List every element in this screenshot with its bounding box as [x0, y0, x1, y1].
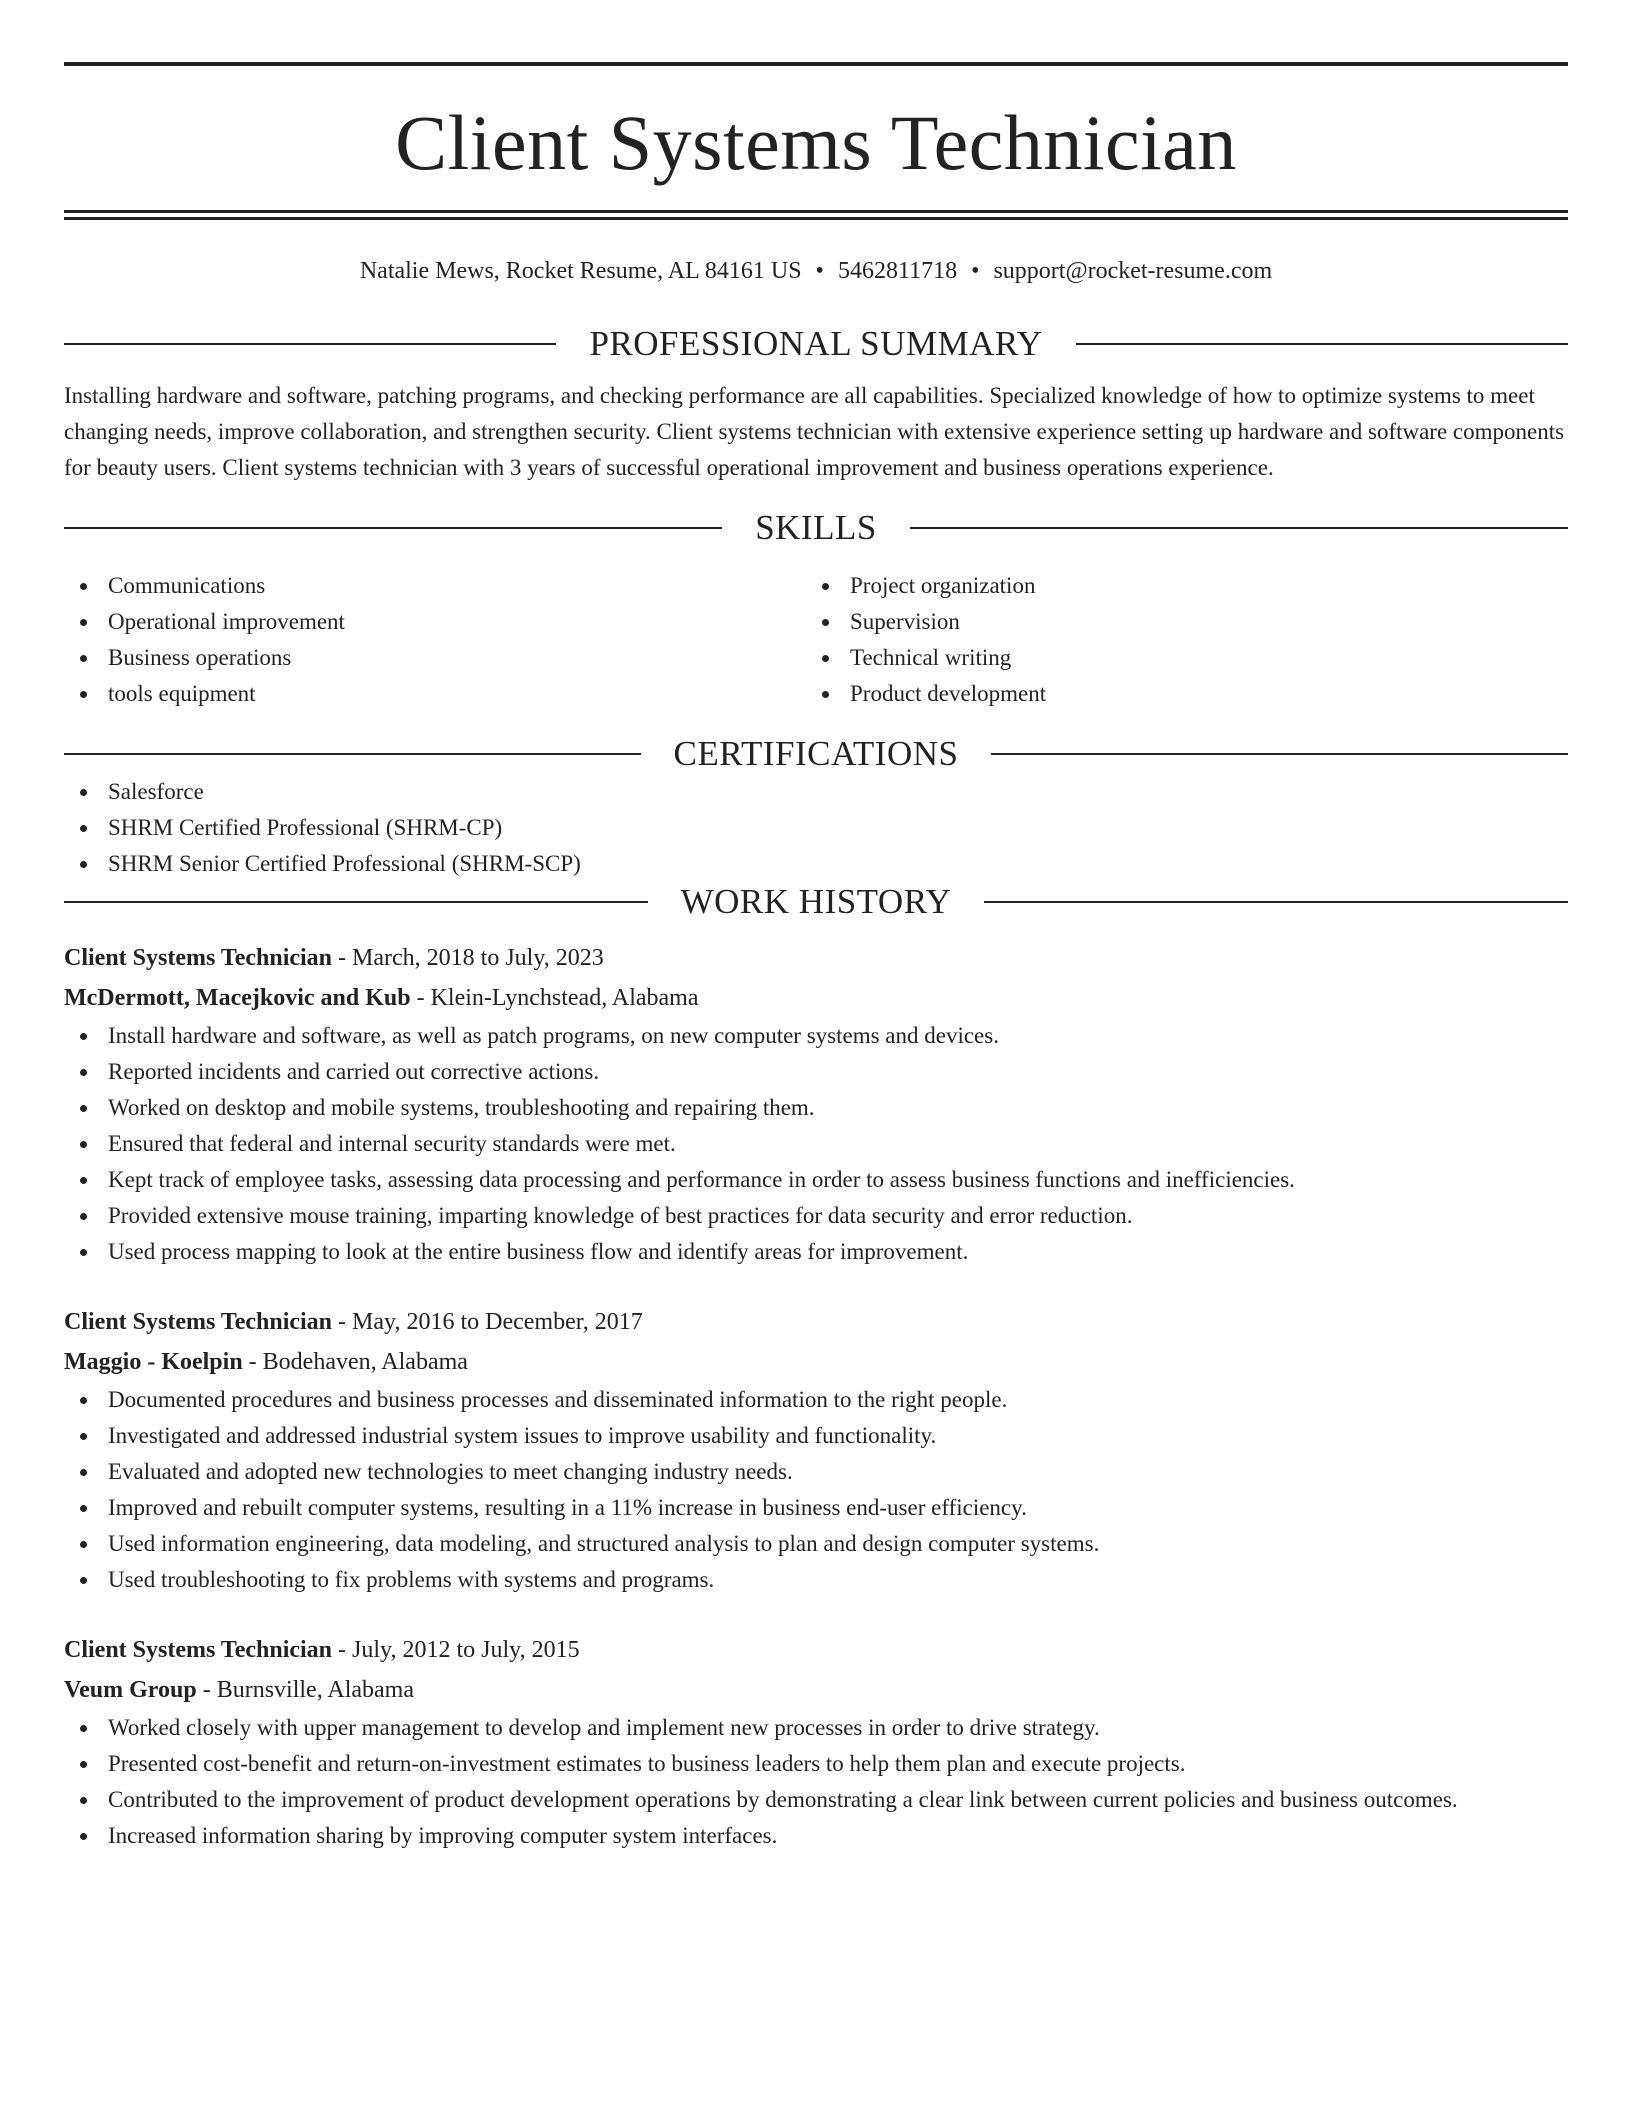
job-duty: Increased information sharing by improving computer system interfaces. — [64, 1818, 1568, 1854]
job-location: - Burnsville, Alabama — [196, 1677, 414, 1703]
job-location: - Klein-Lynchstead, Alabama — [410, 985, 699, 1011]
certification-item: SHRM Senior Certified Professional (SHRM-SCP) — [64, 846, 1568, 882]
job-duty: Used information engineering, data modeling, and structured analysis to plan and design computer systems. — [64, 1526, 1568, 1562]
job-dates: - July, 2012 to July, 2015 — [332, 1637, 580, 1663]
contact-location: Natalie Mews, Rocket Resume, AL 84161 US — [359, 258, 802, 284]
skill-item: Operational improvement — [64, 604, 806, 640]
job-title: Client Systems Technician — [64, 1637, 333, 1663]
skill-item: tools equipment — [64, 676, 806, 712]
job-duty: Presented cost-benefit and return-on-investment estimates to business leaders to help them plan and execute projects. — [64, 1746, 1568, 1782]
work-history-heading — [64, 882, 1568, 922]
heading-rule-right — [1076, 343, 1568, 345]
summary-text: Installing hardware and software, patching programs, and checking performance are all capabilities. Specialized knowledge of how to optimize systems to meet changing needs, improve collaboration, and strengthen security. Client systems technician with extensive experience setting up hardware and software components for beauty users. Client systems technician with 3 years of successful operational improvement and business operations experience. — [64, 383, 1565, 480]
contact-phone: 5462811718 — [837, 258, 958, 284]
job-company: Veum Group — [64, 1677, 197, 1703]
job-duty: Install hardware and software, as well as patch programs, on new computer systems and devices. — [64, 1018, 1568, 1054]
job-entry — [64, 938, 1568, 1270]
resume-title: Client Systems Technician — [395, 99, 1237, 186]
heading-rule-right — [984, 901, 1568, 903]
heading-rule-left — [64, 753, 641, 755]
job-company-line — [64, 1670, 1568, 1710]
skill-item: Supervision — [806, 604, 1568, 640]
work-history-list — [64, 938, 1568, 1854]
skills-column-right — [806, 568, 1568, 712]
skill-item: Product development — [806, 676, 1568, 712]
skills-column-left — [64, 568, 806, 712]
contact-separator: • — [971, 258, 980, 284]
job-duty: Reported incidents and carried out corrective actions. — [64, 1054, 1568, 1090]
job-duty: Ensured that federal and internal security standards were met. — [64, 1126, 1568, 1162]
job-title: Client Systems Technician — [64, 1309, 333, 1335]
job-title-line — [64, 938, 1568, 978]
job-duty: Improved and rebuilt computer systems, resulting in a 11% increase in business end-user efficiency. — [64, 1490, 1568, 1526]
job-title-line — [64, 1630, 1568, 1670]
job-duty: Kept track of employee tasks, assessing data processing and performance in order to assess business functions and inefficiencies. — [64, 1162, 1568, 1198]
job-company: McDermott, Macejkovic and Kub — [64, 985, 411, 1011]
certifications-heading — [64, 734, 1568, 774]
job-duty: Investigated and addressed industrial system issues to improve usability and functionality. — [64, 1418, 1568, 1454]
job-duty: Contributed to the improvement of product development operations by demonstrating a clear link between current policies and business outcomes. — [64, 1782, 1568, 1818]
job-duty: Evaluated and adopted new technologies to meet changing industry needs. — [64, 1454, 1568, 1490]
job-company-line — [64, 1342, 1568, 1382]
section-title: PROFESSIONAL SUMMARY — [589, 324, 1043, 363]
job-duty: Used troubleshooting to fix problems with systems and programs. — [64, 1562, 1568, 1598]
job-company: Maggio - Koelpin — [64, 1349, 243, 1375]
contact-separator: • — [815, 258, 824, 284]
job-location: - Bodehaven, Alabama — [242, 1349, 468, 1375]
contact-email: support@rocket-resume.com — [993, 258, 1273, 284]
skills-list — [64, 568, 1568, 712]
skill-item: Business operations — [64, 640, 806, 676]
skills-heading — [64, 508, 1568, 548]
job-duties — [64, 1018, 1568, 1270]
section-title: CERTIFICATIONS — [673, 734, 959, 773]
skill-item: Communications — [64, 568, 806, 604]
job-duty: Used process mapping to look at the entire business flow and identify areas for improvement. — [64, 1234, 1568, 1270]
summary-heading — [64, 324, 1568, 364]
heading-rule-right — [991, 753, 1568, 755]
job-duty: Worked closely with upper management to develop and implement new processes in order to drive strategy. — [64, 1710, 1568, 1746]
certifications-list — [64, 774, 1568, 882]
top-rule — [64, 62, 1568, 66]
job-dates: - May, 2016 to December, 2017 — [332, 1309, 643, 1335]
skill-item: Project organization — [806, 568, 1568, 604]
heading-rule-left — [64, 343, 556, 345]
job-dates: - March, 2018 to July, 2023 — [332, 945, 604, 971]
heading-rule-left — [64, 527, 722, 529]
job-entry — [64, 1630, 1568, 1854]
heading-rule-right — [910, 527, 1568, 529]
job-duty: Worked on desktop and mobile systems, troubleshooting and repairing them. — [64, 1090, 1568, 1126]
title-double-rule — [64, 210, 1568, 220]
job-duties — [64, 1710, 1568, 1854]
section-title: SKILLS — [755, 508, 877, 547]
certification-item: Salesforce — [64, 774, 1568, 810]
heading-rule-left — [64, 901, 648, 903]
job-duties — [64, 1382, 1568, 1598]
job-company-line — [64, 978, 1568, 1018]
section-title: WORK HISTORY — [680, 882, 952, 921]
certification-item: SHRM Certified Professional (SHRM-CP) — [64, 810, 1568, 846]
skill-item: Technical writing — [806, 640, 1568, 676]
job-duty: Documented procedures and business processes and disseminated information to the right people. — [64, 1382, 1568, 1418]
job-title: Client Systems Technician — [64, 945, 333, 971]
job-duty: Provided extensive mouse training, imparting knowledge of best practices for data security and error reduction. — [64, 1198, 1568, 1234]
job-title-line — [64, 1302, 1568, 1342]
job-entry — [64, 1302, 1568, 1598]
contact-line — [64, 256, 1568, 286]
